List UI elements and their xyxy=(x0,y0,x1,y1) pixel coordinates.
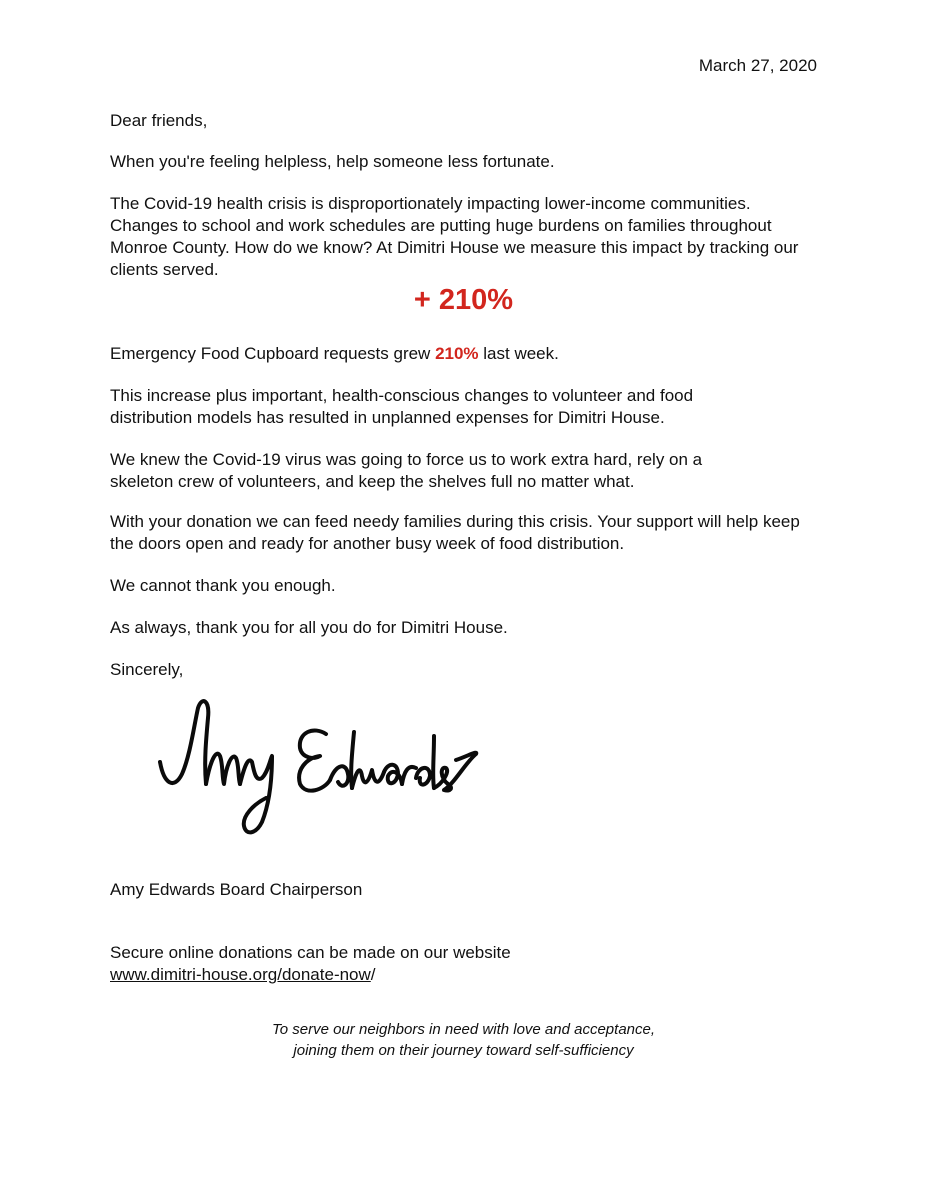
thanks-paragraph xyxy=(110,575,820,597)
thanks-text: We cannot thank you enough. xyxy=(110,576,336,595)
volunteers-paragraph xyxy=(110,449,770,493)
intro-text: When you're feeling helpless, help someone less fortunate. xyxy=(110,152,555,171)
thanks-always-paragraph xyxy=(110,617,820,639)
salutation-text: Dear friends, xyxy=(110,111,208,130)
intro-paragraph xyxy=(110,151,820,173)
expenses-paragraph xyxy=(110,385,760,429)
mission-motto xyxy=(0,1019,927,1061)
donation-note-text: Secure online donations can be made on our website xyxy=(110,943,511,962)
requests-post: last week. xyxy=(478,344,559,363)
signer-line xyxy=(110,879,820,901)
requests-paragraph xyxy=(110,343,820,365)
closing-text: Sincerely, xyxy=(110,660,184,679)
motto-line-1: To serve our neighbors in need with love and acceptance, xyxy=(271,1021,656,1038)
thanks-always-text: As always, thank you for all you do for Dimitri House. xyxy=(110,618,508,637)
closing xyxy=(110,659,820,681)
requests-text xyxy=(110,343,820,365)
donation-link-line xyxy=(110,964,820,986)
letter-date: March 27, 2020 xyxy=(698,56,817,75)
handwritten-signature xyxy=(150,692,480,842)
volunteers-text: We knew the Covid-19 virus was going to force us to work extra hard, rely on a skeleton crew of volunteers, and keep the shelves full no matter what. xyxy=(110,450,703,491)
donation-text: With your donation we can feed needy families during this crisis. Your support will help keep the doors open and ready for another busy week of food distribution. xyxy=(110,512,800,553)
motto-line-2: joining them on their journey toward self-sufficiency xyxy=(293,1042,634,1059)
headline-stat: + 210% xyxy=(413,284,514,316)
signer-text: Amy Edwards Board Chairperson xyxy=(110,880,363,899)
donation-link[interactable]: www.dimitri-house.org/donate-now xyxy=(110,965,371,984)
donation-paragraph xyxy=(110,511,820,555)
donation-link-trail: / xyxy=(370,965,376,984)
impact-paragraph xyxy=(110,193,822,281)
impact-text: The Covid-19 health crisis is disproportionately impacting lower-income communities. Changes to school and work schedules are putting huge burdens on families throughout Monroe County. How do we know? At Dimitri House we measure this impact by tracking our clients served. xyxy=(110,194,799,279)
salutation xyxy=(110,110,820,132)
requests-stat: 210% xyxy=(435,344,479,363)
expenses-text: This increase plus important, health-conscious changes to volunteer and food distribution models has resulted in unplanned expenses for Dimitri House. xyxy=(110,386,694,427)
donation-note-block xyxy=(110,942,820,986)
requests-pre: Emergency Food Cupboard requests grew xyxy=(110,344,436,363)
